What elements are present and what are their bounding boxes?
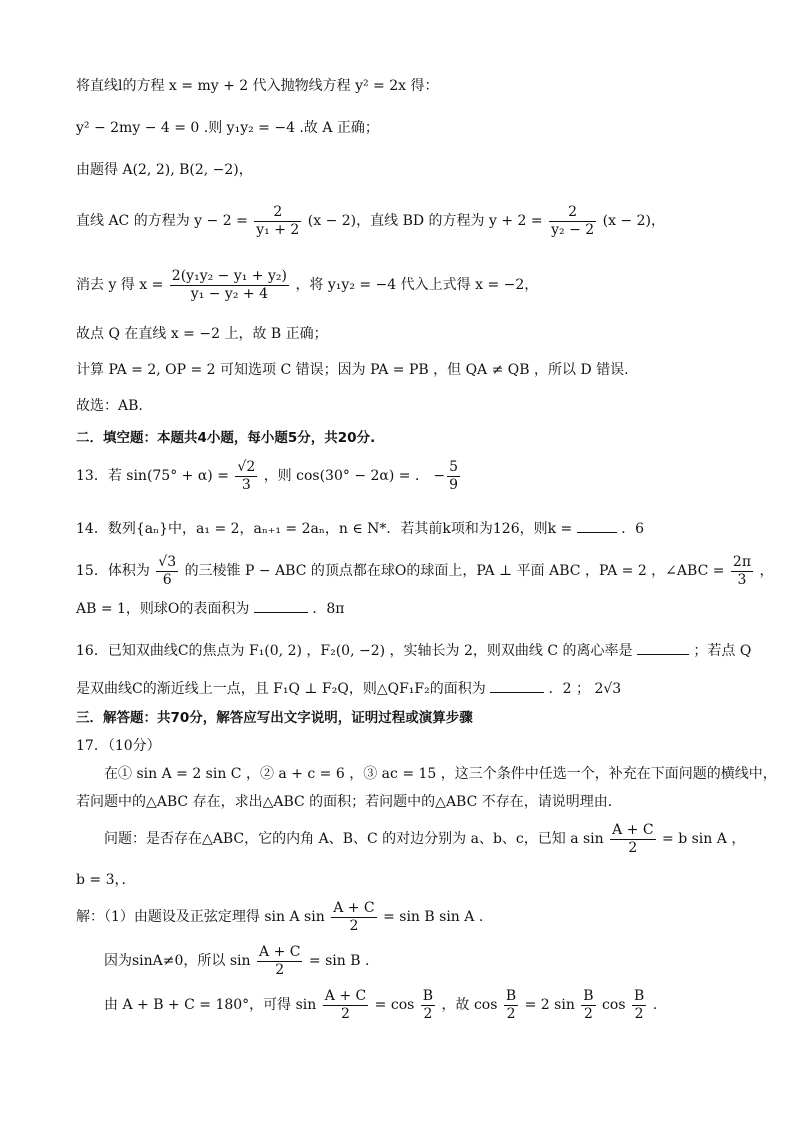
fraction: $\frac{√3}{6}$ (158, 553, 177, 588)
solution-line-conclusion-b: 故点 Q 在直线 x = −2 上，故 B 正确； (76, 326, 328, 342)
answer-blank (490, 678, 544, 693)
fraction: $\frac{2}{\text{y₁ + 2}}$ (256, 203, 300, 238)
question-14: 14．数列{aₙ}中，a₁ = 2，aₙ₊₁ = 2aₙ，n ∈ N*．若其前k项和为126，则k = ．6 (76, 518, 734, 539)
fraction: $\frac{B}{2}$ (583, 987, 594, 1022)
question-15: 15．体积为 $\frac{√3}{6}$ 的三棱锥 P − ABC 的顶点都在球O的球面上，PA ⊥ 平面 ABC ，PA = 2 ，∠ABC = $\frac{2\pi}{3}$ ， (76, 553, 774, 588)
solution-17-step-2: 因为sinA≠0，所以 sin $\frac{A + C}{2}$ = sin B . (104, 943, 370, 978)
solution-line-substitute: 将直线l的方程 x = my + 2 代入抛物线方程 y² = 2x 得： (76, 78, 439, 94)
fraction: $\frac{A + C}{2}$ (259, 943, 301, 978)
question-17-given: b = 3，． (76, 872, 136, 888)
fraction: $\frac{B}{2}$ (422, 987, 434, 1022)
solution-17-step-1: 解：（1）由题设及正弦定理得 sin A sin $\frac{A + C}{2}$ = sin B sin A . (76, 899, 484, 934)
fraction: $\frac{B}{2}$ (633, 987, 645, 1022)
question-16-cont: 是双曲线C的渐近线上一点，且 F₁Q ⊥ F₂Q，则△QF₁F₂的面积为 ．2 ； 2√3 (76, 678, 734, 699)
question-17-conditions: 在① sin A = 2 sin C ，② a + c = 6 ，③ ac = 15 ，这三个条件中任选一个，补充在下面问题的横线中， (104, 766, 777, 782)
solution-line-ac-bd: 直线 AC 的方程为 y − 2 = $\frac{2}{\text{y₁ + 2}}$ (x − 2)，直线 BD 的方程为 y + 2 = $\frac{2}{\text{y₂ − 2}}$ (x − 2)， (76, 203, 665, 238)
solution-line-quadratic: y² − 2my − 4 = 0 .则 y₁y₂ = −4 .故 A 正确； (76, 120, 379, 136)
fraction: $\frac{2}{\text{y₂ − 2}}$ (551, 203, 595, 238)
answer-blank (637, 640, 689, 655)
fraction: $\frac{A + C}{2}$ (333, 899, 375, 934)
question-13: 13．若 sin(75° + α) = $\frac{√2}{3}$ ，则 cos(30° − 2α) = ． − $\frac{5}{9}$ (76, 458, 459, 493)
question-16: 16．已知双曲线C的焦点为 F₁(0, 2) ，F₂(0, −2) ，实轴长为 2，则双曲线 C 的离心率是 ；若点 Q (76, 640, 734, 661)
fraction: $\frac{√2}{3}$ (237, 458, 256, 493)
fraction: $\frac{B}{2}$ (505, 987, 517, 1022)
fraction: $\frac{A + C}{2}$ (324, 987, 367, 1022)
solution-17-step-3: 由 A + B + C = 180°，可得 sin $\frac{A + C}{2}$ = cos $\frac{B}{2}$ ，故 cos $\frac{B}{2}$ = 2 sin $\frac{B}{2}$ cos $\frac{B}{2}$ . (104, 987, 658, 1022)
solution-line-eliminate: 消去 y 得 x = $\frac{\text{2(y₁y₂ − y₁ + y₂)}}{\text{y₁ − y₂ + 4}}$ ，将 y₁y₂ = −4 代入上式得 x = −2， (76, 267, 539, 302)
question-15-cont: AB = 1，则球O的表面积为 ．8π (76, 598, 734, 619)
answer-fraction: $\frac{5}{9}$ (449, 458, 459, 493)
fraction: $\frac{A + C}{2}$ (612, 821, 654, 856)
section-heading-solutions: 三．解答题：共70分，解答应写出文字说明，证明过程或演算步骤 (76, 710, 473, 726)
question-17-instructions: 若问题中的△ABC 存在，求出△ABC 的面积；若问题中的△ABC 不存在，请说明理由． (76, 794, 622, 810)
answer-blank (577, 518, 617, 533)
solution-line-points: 由题得 A(2, 2), B(2, −2)， (76, 162, 253, 178)
fraction: $\frac{2\pi}{3}$ (732, 553, 752, 588)
question-17-heading: 17．（10分） (76, 738, 161, 754)
solution-answer: 故选：AB. (76, 398, 143, 414)
fraction: $\frac{\text{2(y₁y₂ − y₁ + y₂)}}{\text{y₁ − y₂ + 4}}$ (171, 267, 287, 302)
question-17-problem: 问题：是否存在△ABC，它的内角 A、B、C 的对边分别为 a、b、c，已知 a sin $\frac{A + C}{2}$ = b sin A ， (104, 821, 746, 856)
section-heading-fill-in: 二．填空题：本题共4小题，每小题5分，共20分. (76, 430, 376, 446)
solution-line-cd: 计算 PA = 2, OP = 2 可知选项 C 错误；因为 PA = PB ，但 QA ≠ QB ，所以 D 错误. (76, 362, 629, 378)
answer-blank (254, 598, 308, 613)
